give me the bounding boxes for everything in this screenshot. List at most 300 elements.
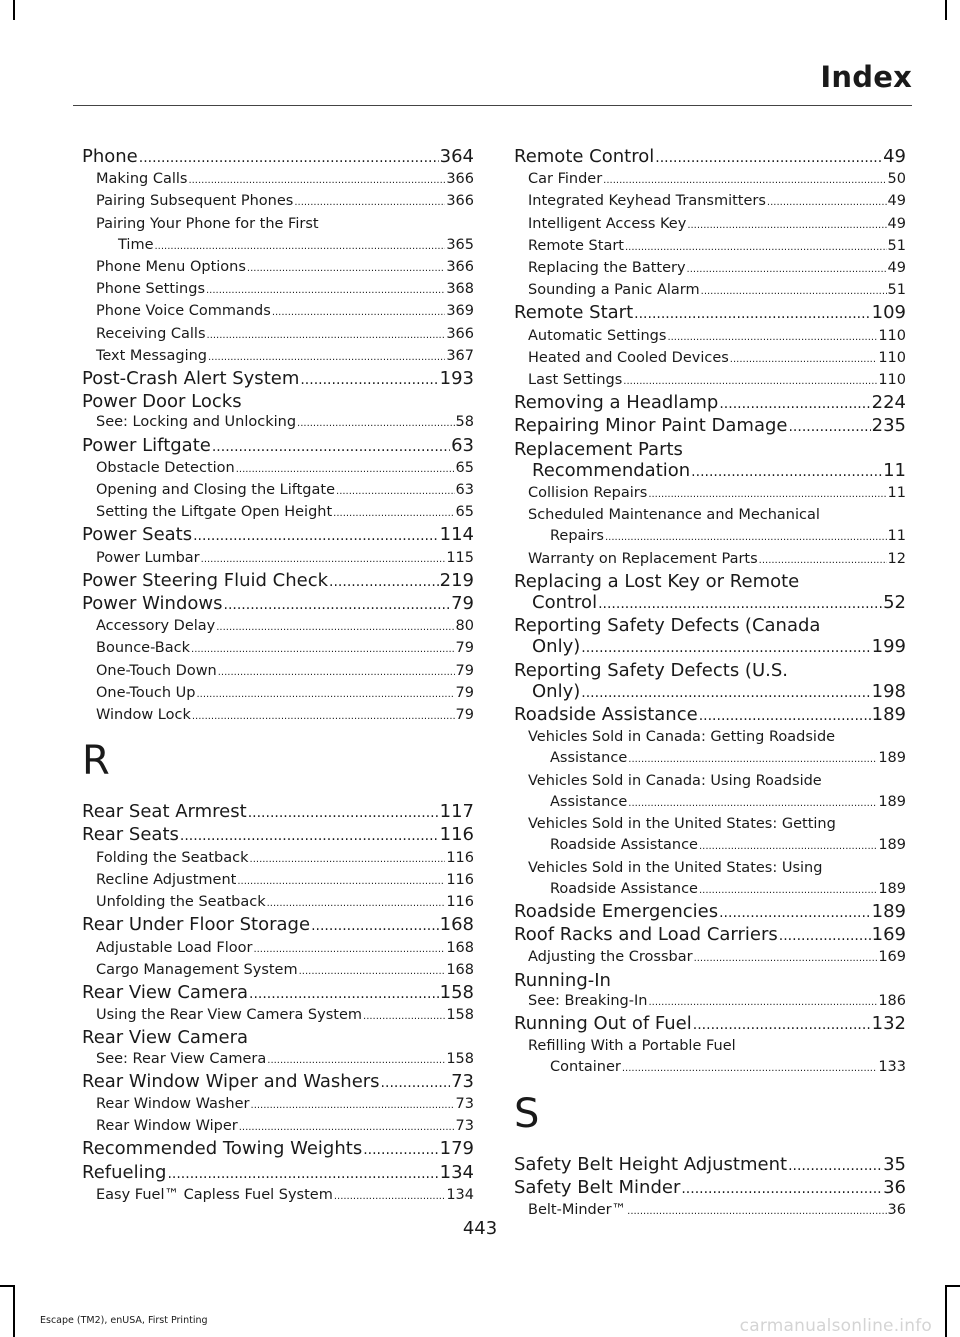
index-entry[interactable] (514, 302, 906, 325)
leader-dots (687, 215, 886, 236)
index-entry[interactable] (82, 435, 474, 458)
entry-page-number: 368 (446, 281, 474, 298)
entry-page-number: 193 (439, 368, 474, 390)
entry-page-number: 189 (878, 793, 906, 810)
leader-dots (139, 148, 439, 169)
index-subentry[interactable] (82, 235, 474, 257)
leader-dots (788, 1156, 882, 1177)
section-letter: R (82, 738, 110, 785)
leader-dots (299, 961, 446, 982)
index-entry[interactable] (514, 392, 906, 415)
leader-dots (648, 484, 886, 505)
index-entry[interactable] (82, 824, 474, 847)
entry-page-number: 11 (887, 485, 906, 502)
index-subentry[interactable] (82, 169, 474, 191)
entry-label: Phone Voice Commands (96, 303, 271, 320)
index-subentry[interactable] (514, 526, 906, 548)
entry-page-number: 219 (439, 569, 474, 591)
entry-page-number: 110 (878, 372, 906, 389)
entry-page-number: 79 (455, 684, 474, 701)
leader-dots (207, 325, 446, 346)
entry-page-number: 115 (446, 549, 474, 566)
leader-dots (224, 595, 451, 616)
leader-dots (622, 1058, 877, 1079)
entry-page-number: 110 (878, 327, 906, 344)
index-entry[interactable] (82, 593, 474, 616)
leader-dots (250, 849, 446, 870)
index-entry[interactable] (514, 704, 906, 727)
entry-label: Safety Belt Height Adjustment (514, 1153, 788, 1175)
index-subentry[interactable] (82, 661, 474, 683)
entry-page-number: 134 (446, 1186, 474, 1203)
index-subentry[interactable] (82, 1116, 474, 1138)
index-subentry[interactable] (82, 1185, 474, 1207)
entry-page-number: 224 (871, 392, 906, 414)
index-entry[interactable] (514, 146, 906, 169)
index-subentry[interactable] (514, 258, 906, 280)
entry-page-number: 158 (446, 1007, 474, 1024)
index-subentry[interactable] (82, 346, 474, 368)
entry-page-number: 189 (871, 900, 906, 922)
entry-page-number: 169 (871, 924, 906, 946)
leader-dots (759, 550, 887, 571)
index-heading: Replacement Parts (514, 438, 683, 460)
leader-dots (634, 304, 870, 325)
index-subentry[interactable] (514, 169, 906, 191)
footer-text: Escape (TM2), enUSA, First Printing (40, 1315, 208, 1326)
index-subentry[interactable] (82, 848, 474, 870)
index-heading: Reporting Safety Defects (Canada (514, 615, 821, 637)
entry-page-number: 367 (446, 347, 474, 364)
leader-dots (267, 1050, 445, 1071)
leader-dots (333, 503, 454, 524)
index-entry[interactable] (82, 1138, 474, 1161)
index-subentry[interactable] (82, 548, 474, 570)
index-entry[interactable] (82, 570, 474, 593)
entry-page-number: 169 (878, 949, 906, 966)
entry-label: Window Lock (96, 707, 191, 724)
entry-label: Running Out of Fuel (514, 1012, 692, 1034)
leader-dots (180, 826, 439, 847)
entry-page-number: 63 (451, 434, 474, 456)
leader-dots (294, 192, 445, 213)
leader-dots (699, 836, 877, 857)
index-entry[interactable] (82, 146, 474, 169)
entry-page-number: 36 (887, 1201, 906, 1218)
entry-label: Receiving Calls (96, 325, 206, 342)
leader-dots (667, 327, 877, 348)
entry-page-number: 73 (455, 1118, 474, 1135)
entry-label: Integrated Keyhead Transmitters (528, 193, 766, 210)
entry-label: Recline Adjustment (96, 871, 237, 888)
index-subheading: Vehicles Sold in the United States: Getting (528, 816, 836, 833)
crop-mark-bottom-right-h (945, 1285, 960, 1287)
index-entry[interactable] (514, 592, 906, 615)
entry-label: Rear View Camera (82, 981, 248, 1003)
entry-page-number: 189 (878, 837, 906, 854)
index-subentry[interactable] (82, 257, 474, 279)
entry-label: Pairing Subsequent Phones (96, 193, 294, 210)
leader-dots (598, 594, 882, 615)
leader-dots (767, 192, 887, 213)
entry-page-number: 366 (446, 193, 474, 210)
entry-page-number: 365 (446, 236, 474, 253)
entry-label: Making Calls (96, 171, 188, 188)
entry-label: Remote Start (528, 237, 624, 254)
entry-label: Repairs (550, 528, 604, 545)
index-subentry[interactable] (82, 938, 474, 960)
index-subentry[interactable] (514, 191, 906, 213)
entry-page-number: 110 (878, 349, 906, 366)
index-entry[interactable] (82, 524, 474, 547)
leader-dots (248, 803, 439, 824)
index-subheading: Vehicles Sold in Canada: Using Roadside (528, 772, 822, 789)
index-subentry[interactable] (82, 683, 474, 705)
leader-dots (699, 706, 871, 727)
leader-dots (247, 258, 445, 279)
entry-label: Roadside Assistance (550, 880, 698, 897)
index-subentry[interactable] (82, 870, 474, 892)
entry-page-number: 49 (883, 146, 906, 167)
crop-mark-bottom-right-v (945, 1285, 947, 1337)
entry-label: Post-Crash Alert System (82, 368, 300, 390)
crop-mark-bottom-left-h (0, 1285, 15, 1287)
entry-label: Control (532, 592, 598, 614)
leader-dots (701, 281, 887, 302)
leader-dots (216, 617, 454, 638)
index-subentry[interactable] (514, 326, 906, 348)
crop-mark-top-left-v (13, 0, 15, 20)
index-subentry[interactable] (82, 616, 474, 638)
index-subheading: Scheduled Maintenance and Mechanical (528, 507, 820, 524)
entry-label: Power Windows (82, 593, 223, 615)
leader-dots (155, 236, 446, 257)
entry-page-number: 49 (887, 215, 906, 232)
entry-label: Repairing Minor Paint Damage (514, 415, 788, 437)
index-entry[interactable] (514, 681, 906, 704)
entry-page-number: 369 (446, 303, 474, 320)
index-subentry[interactable] (514, 1057, 906, 1079)
entry-page-number: 73 (451, 1070, 474, 1092)
index-entry[interactable] (82, 914, 474, 937)
entry-label: Power Steering Fluid Check (82, 569, 329, 591)
entry-page-number: 49 (887, 193, 906, 210)
index-entry[interactable] (514, 636, 906, 659)
entry-label: Only) (532, 680, 581, 702)
index-entry[interactable] (514, 1177, 906, 1200)
leader-dots (253, 939, 445, 960)
index-subentry[interactable] (82, 301, 474, 323)
entry-label: Belt-Minder™ (528, 1201, 627, 1218)
leader-dots (251, 1095, 455, 1116)
index-entry[interactable] (82, 801, 474, 824)
index-subentry[interactable] (82, 458, 474, 480)
entry-page-number: 179 (439, 1138, 474, 1160)
index-entry[interactable] (82, 368, 474, 391)
entry-label: Roadside Assistance (550, 837, 698, 854)
entry-page-number: 79 (455, 707, 474, 724)
entry-page-number: 158 (446, 1050, 474, 1067)
index-entry[interactable] (514, 901, 906, 924)
index-subentry[interactable] (82, 1005, 474, 1027)
entry-label: Phone (82, 146, 138, 167)
index-entry[interactable] (514, 1013, 906, 1036)
entry-label: Sounding a Panic Alarm (528, 282, 700, 299)
entry-label: Cargo Management System (96, 961, 298, 978)
leader-dots (329, 572, 439, 593)
entry-page-number: 51 (887, 282, 906, 299)
leader-dots (779, 926, 871, 947)
leader-dots (167, 1164, 438, 1185)
index-subentry[interactable] (514, 947, 906, 969)
index-subentry[interactable] (82, 892, 474, 914)
entry-label: Container (550, 1059, 621, 1076)
entry-page-number: 79 (451, 593, 474, 615)
leader-dots (236, 459, 455, 480)
index-subentry[interactable] (514, 792, 906, 814)
entry-page-number: 366 (446, 259, 474, 276)
entry-page-number: 51 (887, 237, 906, 254)
entry-page-number: 158 (439, 981, 474, 1003)
entry-label: Opening and Closing the Liftgate (96, 482, 336, 499)
leader-dots (208, 347, 445, 368)
entry-page-number: 133 (878, 1059, 906, 1076)
entry-label: Phone Settings (96, 281, 205, 298)
index-heading: Power Door Locks (82, 391, 242, 413)
entry-label: Roof Racks and Load Carriers (514, 924, 778, 946)
entry-page-number: 199 (871, 636, 906, 658)
leader-dots (719, 394, 870, 415)
entry-label: Setting the Liftgate Open Height (96, 504, 333, 521)
index-subheading: Vehicles Sold in the United States: Using (528, 859, 823, 876)
entry-label: Adjusting the Crossbar (528, 949, 693, 966)
entry-page-number: 73 (455, 1095, 474, 1112)
leader-dots (363, 1140, 438, 1161)
index-subentry[interactable] (82, 1049, 474, 1071)
leader-dots (625, 237, 887, 258)
entry-label: Removing a Headlamp (514, 392, 719, 414)
entry-label: Warranty on Replacement Parts (528, 550, 758, 567)
leader-dots (691, 462, 882, 483)
entry-page-number: 116 (446, 849, 474, 866)
entry-page-number: 168 (446, 939, 474, 956)
watermark: carmanualsonline.info (739, 1316, 932, 1336)
index-entry[interactable] (82, 982, 474, 1005)
entry-page-number: 132 (871, 1012, 906, 1034)
leader-dots (192, 706, 455, 727)
entry-label: Obstacle Detection (96, 459, 235, 476)
entry-label: Collision Repairs (528, 485, 648, 502)
entry-label: Roadside Assistance (514, 704, 698, 726)
index-subentry[interactable] (514, 879, 906, 901)
index-entry[interactable] (82, 1162, 474, 1185)
leader-dots (730, 349, 878, 370)
entry-label: Rear Seat Armrest (82, 801, 247, 823)
entry-label: See: Breaking-In (528, 992, 648, 1009)
entry-page-number: 189 (878, 750, 906, 767)
index-subentry[interactable] (514, 748, 906, 770)
entry-page-number: 58 (455, 414, 474, 431)
index-subheading: Pairing Your Phone for the First (96, 215, 319, 232)
leader-dots (191, 639, 455, 660)
leader-dots (623, 371, 877, 392)
entry-page-number: 116 (446, 871, 474, 888)
entry-page-number: 52 (883, 592, 906, 614)
leader-dots (196, 684, 454, 705)
leader-dots (687, 259, 887, 280)
leader-dots (628, 793, 877, 814)
entry-page-number: 198 (871, 680, 906, 702)
leader-dots (699, 880, 877, 901)
entry-label: Adjustable Load Floor (96, 939, 253, 956)
index-subentry[interactable] (514, 991, 906, 1013)
index-entry[interactable] (514, 415, 906, 438)
index-entry[interactable] (514, 460, 906, 483)
leader-dots (218, 662, 455, 683)
entry-label: Recommendation (532, 459, 691, 481)
index-subentry[interactable] (82, 324, 474, 346)
index-entry[interactable] (82, 1071, 474, 1094)
index-heading: Running-In (514, 969, 611, 991)
entry-label: Power Liftgate (82, 434, 211, 456)
entry-page-number: 11 (887, 528, 906, 545)
entry-label: Rear Under Floor Storage (82, 914, 311, 936)
index-subentry[interactable] (514, 835, 906, 857)
leader-dots (334, 1186, 445, 1207)
index-subentry[interactable] (82, 480, 474, 502)
leader-dots (201, 549, 446, 570)
leader-dots (249, 984, 439, 1005)
entry-label: Accessory Delay (96, 618, 216, 635)
entry-label: Easy Fuel™ Capless Fuel System (96, 1186, 333, 1203)
crop-mark-top-right-v (945, 0, 947, 20)
entry-page-number: 189 (878, 880, 906, 897)
index-entry[interactable] (514, 924, 906, 947)
index-subentry[interactable] (514, 348, 906, 370)
entry-label: Replacing the Battery (528, 260, 686, 277)
page-number: 443 (462, 1218, 498, 1239)
leader-dots (655, 148, 882, 169)
entry-label: Recommended Towing Weights (82, 1138, 363, 1160)
index-subheading: Refilling With a Portable Fuel (528, 1038, 736, 1055)
index-subentry[interactable] (514, 280, 906, 302)
index-subentry[interactable] (82, 502, 474, 524)
leader-dots (212, 437, 450, 458)
entry-page-number: 50 (887, 171, 906, 188)
entry-label: One-Touch Down (96, 662, 217, 679)
index-subentry[interactable] (514, 549, 906, 571)
entry-label: One-Touch Up (96, 684, 196, 701)
entry-page-number: 65 (455, 459, 474, 476)
leader-dots (267, 893, 446, 914)
entry-label: Only) (532, 636, 581, 658)
entry-label: Automatic Settings (528, 327, 667, 344)
leader-dots (272, 302, 446, 323)
entry-label: Remote Start (514, 302, 634, 324)
entry-page-number: 80 (455, 618, 474, 635)
entry-label: Power Lumbar (96, 549, 200, 566)
leader-dots (605, 527, 887, 548)
index-subentry[interactable] (514, 370, 906, 392)
leader-dots (581, 638, 870, 659)
entry-page-number: 12 (887, 550, 906, 567)
entry-page-number: 11 (883, 459, 906, 481)
entry-label: Using the Rear View Camera System (96, 1007, 363, 1024)
leader-dots (239, 1117, 455, 1138)
leader-dots (188, 170, 445, 191)
index-subentry[interactable] (82, 960, 474, 982)
entry-page-number: 134 (439, 1161, 474, 1183)
index-entry[interactable] (514, 1154, 906, 1177)
leader-dots (206, 280, 445, 301)
leader-dots (363, 1006, 445, 1027)
index-subentry[interactable] (82, 279, 474, 301)
index-subentry[interactable] (82, 1094, 474, 1116)
index-column-left (82, 146, 474, 1207)
entry-label: See: Rear View Camera (96, 1050, 267, 1067)
entry-label: Bounce-Back (96, 640, 191, 657)
index-subentry[interactable] (514, 236, 906, 258)
index-subentry[interactable] (82, 638, 474, 660)
entry-label: Assistance (550, 793, 628, 810)
entry-label: Refueling (82, 1161, 167, 1183)
leader-dots (719, 903, 871, 924)
leader-dots (300, 370, 438, 391)
entry-page-number: 364 (439, 146, 474, 167)
entry-page-number: 168 (439, 914, 474, 936)
entry-label: Power Seats (82, 524, 193, 546)
entry-label: Heated and Cooled Devices (528, 349, 729, 366)
index-heading: Reporting Safety Defects (U.S. (514, 659, 788, 681)
entry-page-number: 65 (455, 504, 474, 521)
index-subentry[interactable] (82, 705, 474, 727)
leader-dots (297, 413, 455, 434)
leader-dots (237, 871, 445, 892)
leader-dots (336, 481, 455, 502)
leader-dots (648, 992, 877, 1013)
entry-page-number: 79 (455, 640, 474, 657)
page-title: Index (820, 60, 912, 94)
entry-label: Time (118, 236, 154, 253)
entry-label: Rear Seats (82, 824, 179, 846)
entry-page-number: 49 (887, 260, 906, 277)
entry-label: Unfolding the Seatback (96, 894, 266, 911)
entry-label: Car Finder (528, 171, 603, 188)
entry-label: Folding the Seatback (96, 849, 249, 866)
index-subentry[interactable] (82, 412, 474, 434)
entry-page-number: 79 (455, 662, 474, 679)
entry-page-number: 116 (446, 894, 474, 911)
entry-page-number: 116 (439, 824, 474, 846)
header-rule (73, 105, 912, 106)
index-column-right (514, 146, 906, 1222)
entry-page-number: 35 (883, 1153, 906, 1175)
index-subentry[interactable] (514, 214, 906, 236)
leader-dots (311, 916, 439, 937)
entry-page-number: 63 (455, 482, 474, 499)
crop-mark-bottom-left-v (13, 1285, 15, 1337)
entry-page-number: 235 (871, 415, 906, 437)
entry-label: Assistance (550, 750, 628, 767)
entry-page-number: 366 (446, 171, 474, 188)
entry-label: Rear Window Washer (96, 1095, 250, 1112)
entry-label: Text Messaging (96, 347, 207, 364)
leader-dots (581, 683, 870, 704)
entry-page-number: 114 (439, 524, 474, 546)
index-subentry[interactable] (514, 483, 906, 505)
index-subentry[interactable] (82, 191, 474, 213)
leader-dots (193, 526, 439, 547)
